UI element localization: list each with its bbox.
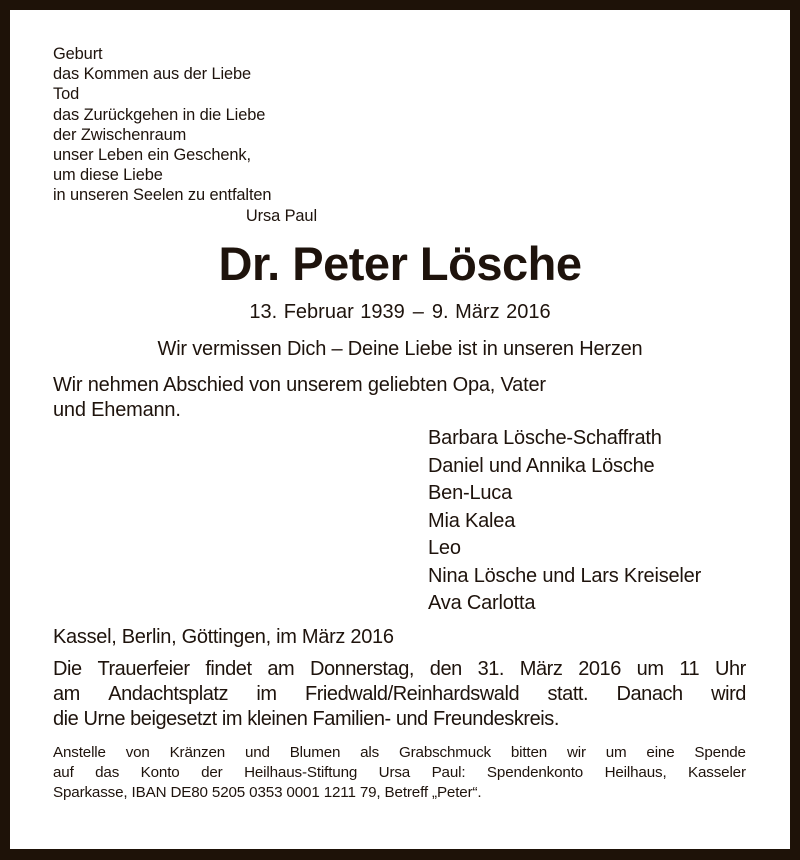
deceased-name: Dr. Peter Lösche [218,237,582,290]
poem-line: das Zurückgehen in die Liebe [53,105,266,124]
place-and-date: Kassel, Berlin, Göttingen, im März 2016 [53,626,394,648]
ceremony-line [53,682,746,707]
mourner-name: Leo [428,537,461,559]
word: im [256,683,277,705]
word: Anstelle [53,744,106,761]
word: Trauerfeier [97,658,190,680]
poem-line: Tod [53,85,80,104]
word: Blumen [289,744,341,761]
farewell-line: und Ehemann. [53,399,181,421]
word: bitten [510,744,548,761]
mourner-name: Daniel und Annika Lösche [428,454,655,477]
word: Spendenkonto [486,764,584,781]
word: den [429,658,462,680]
mourner-name: Nina Lösche und Lars Kreiseler [428,564,702,587]
mourner-name: Mia Kalea [428,509,516,532]
donation-line: Sparkasse, IBAN DE80 5205 0353 0001 1211 79, Betreff „Peter“. [53,784,482,801]
poem-line: der Zwischenraum [53,125,187,144]
date-dash: – [412,301,424,323]
word: Ursa [378,764,411,781]
motto: Wir vermissen Dich – Deine Liebe ist in unseren Herzen [157,338,643,360]
word: auf [53,764,74,781]
poem [53,44,317,226]
poem-line: unser Leben ein Geschenk, [53,146,251,165]
poem-line: um diese Liebe [53,166,163,185]
word: statt. [547,683,589,705]
word: das [95,764,120,781]
poem-line: Geburt [53,45,103,63]
word: Uhr [714,658,746,680]
farewell-line: Wir nehmen Abschied von unserem geliebten Opa, Vater [53,374,546,396]
death-date: 9. März 2016 [431,301,551,323]
word: am [267,658,295,680]
ceremony-line [53,657,746,682]
word: Donnerstag, [309,658,414,680]
word: 31. [477,658,505,680]
ceremony-info [53,657,746,732]
word: von [125,744,150,761]
word: März [519,658,563,680]
word: Heilhaus-Stiftung [244,764,358,781]
word: Andachtsplatz [108,683,229,705]
word: Friedwald/Reinhardswald [304,683,520,705]
word: Kränzen [169,744,226,761]
ceremony-line: die Urne beigesetzt im kleinen Familien- und Freundeskreis. [53,708,559,730]
birth-date: 13. Februar 1939 [249,301,405,323]
word: und [244,744,270,761]
poem-author: Ursa Paul [245,206,317,225]
word: wir [566,744,586,761]
word: 11 [679,658,700,680]
farewell-text [53,373,653,423]
word: findet [205,658,252,680]
poem-line: in unseren Seelen zu entfalten [53,186,272,205]
word: 2016 [578,658,621,680]
mourner-name: Ben-Luca [428,482,513,504]
word: Heilhaus, [604,764,667,781]
word: als [360,744,380,761]
mourner-name: Barbara Lösche-Schaffrath [428,427,662,449]
word: Danach [616,683,683,705]
word: um [605,744,627,761]
word: Konto [140,764,180,781]
word: Paul: [431,764,466,781]
word: Spende [694,744,746,761]
word: um [636,658,664,680]
mourner-name: Ava Carlotta [428,592,536,614]
life-dates [0,300,800,324]
word: Grabschmuck [398,744,491,761]
poem-line: das Kommen aus der Liebe [53,65,252,84]
donation-info [53,743,746,803]
word: Die [53,658,82,680]
word: wird [711,683,746,705]
donation-line [53,743,746,763]
mourners-list [428,425,701,618]
word: eine [646,744,675,761]
word: am [53,683,80,705]
word: der [201,764,223,781]
word: Kasseler [688,764,746,781]
donation-line [53,763,746,783]
